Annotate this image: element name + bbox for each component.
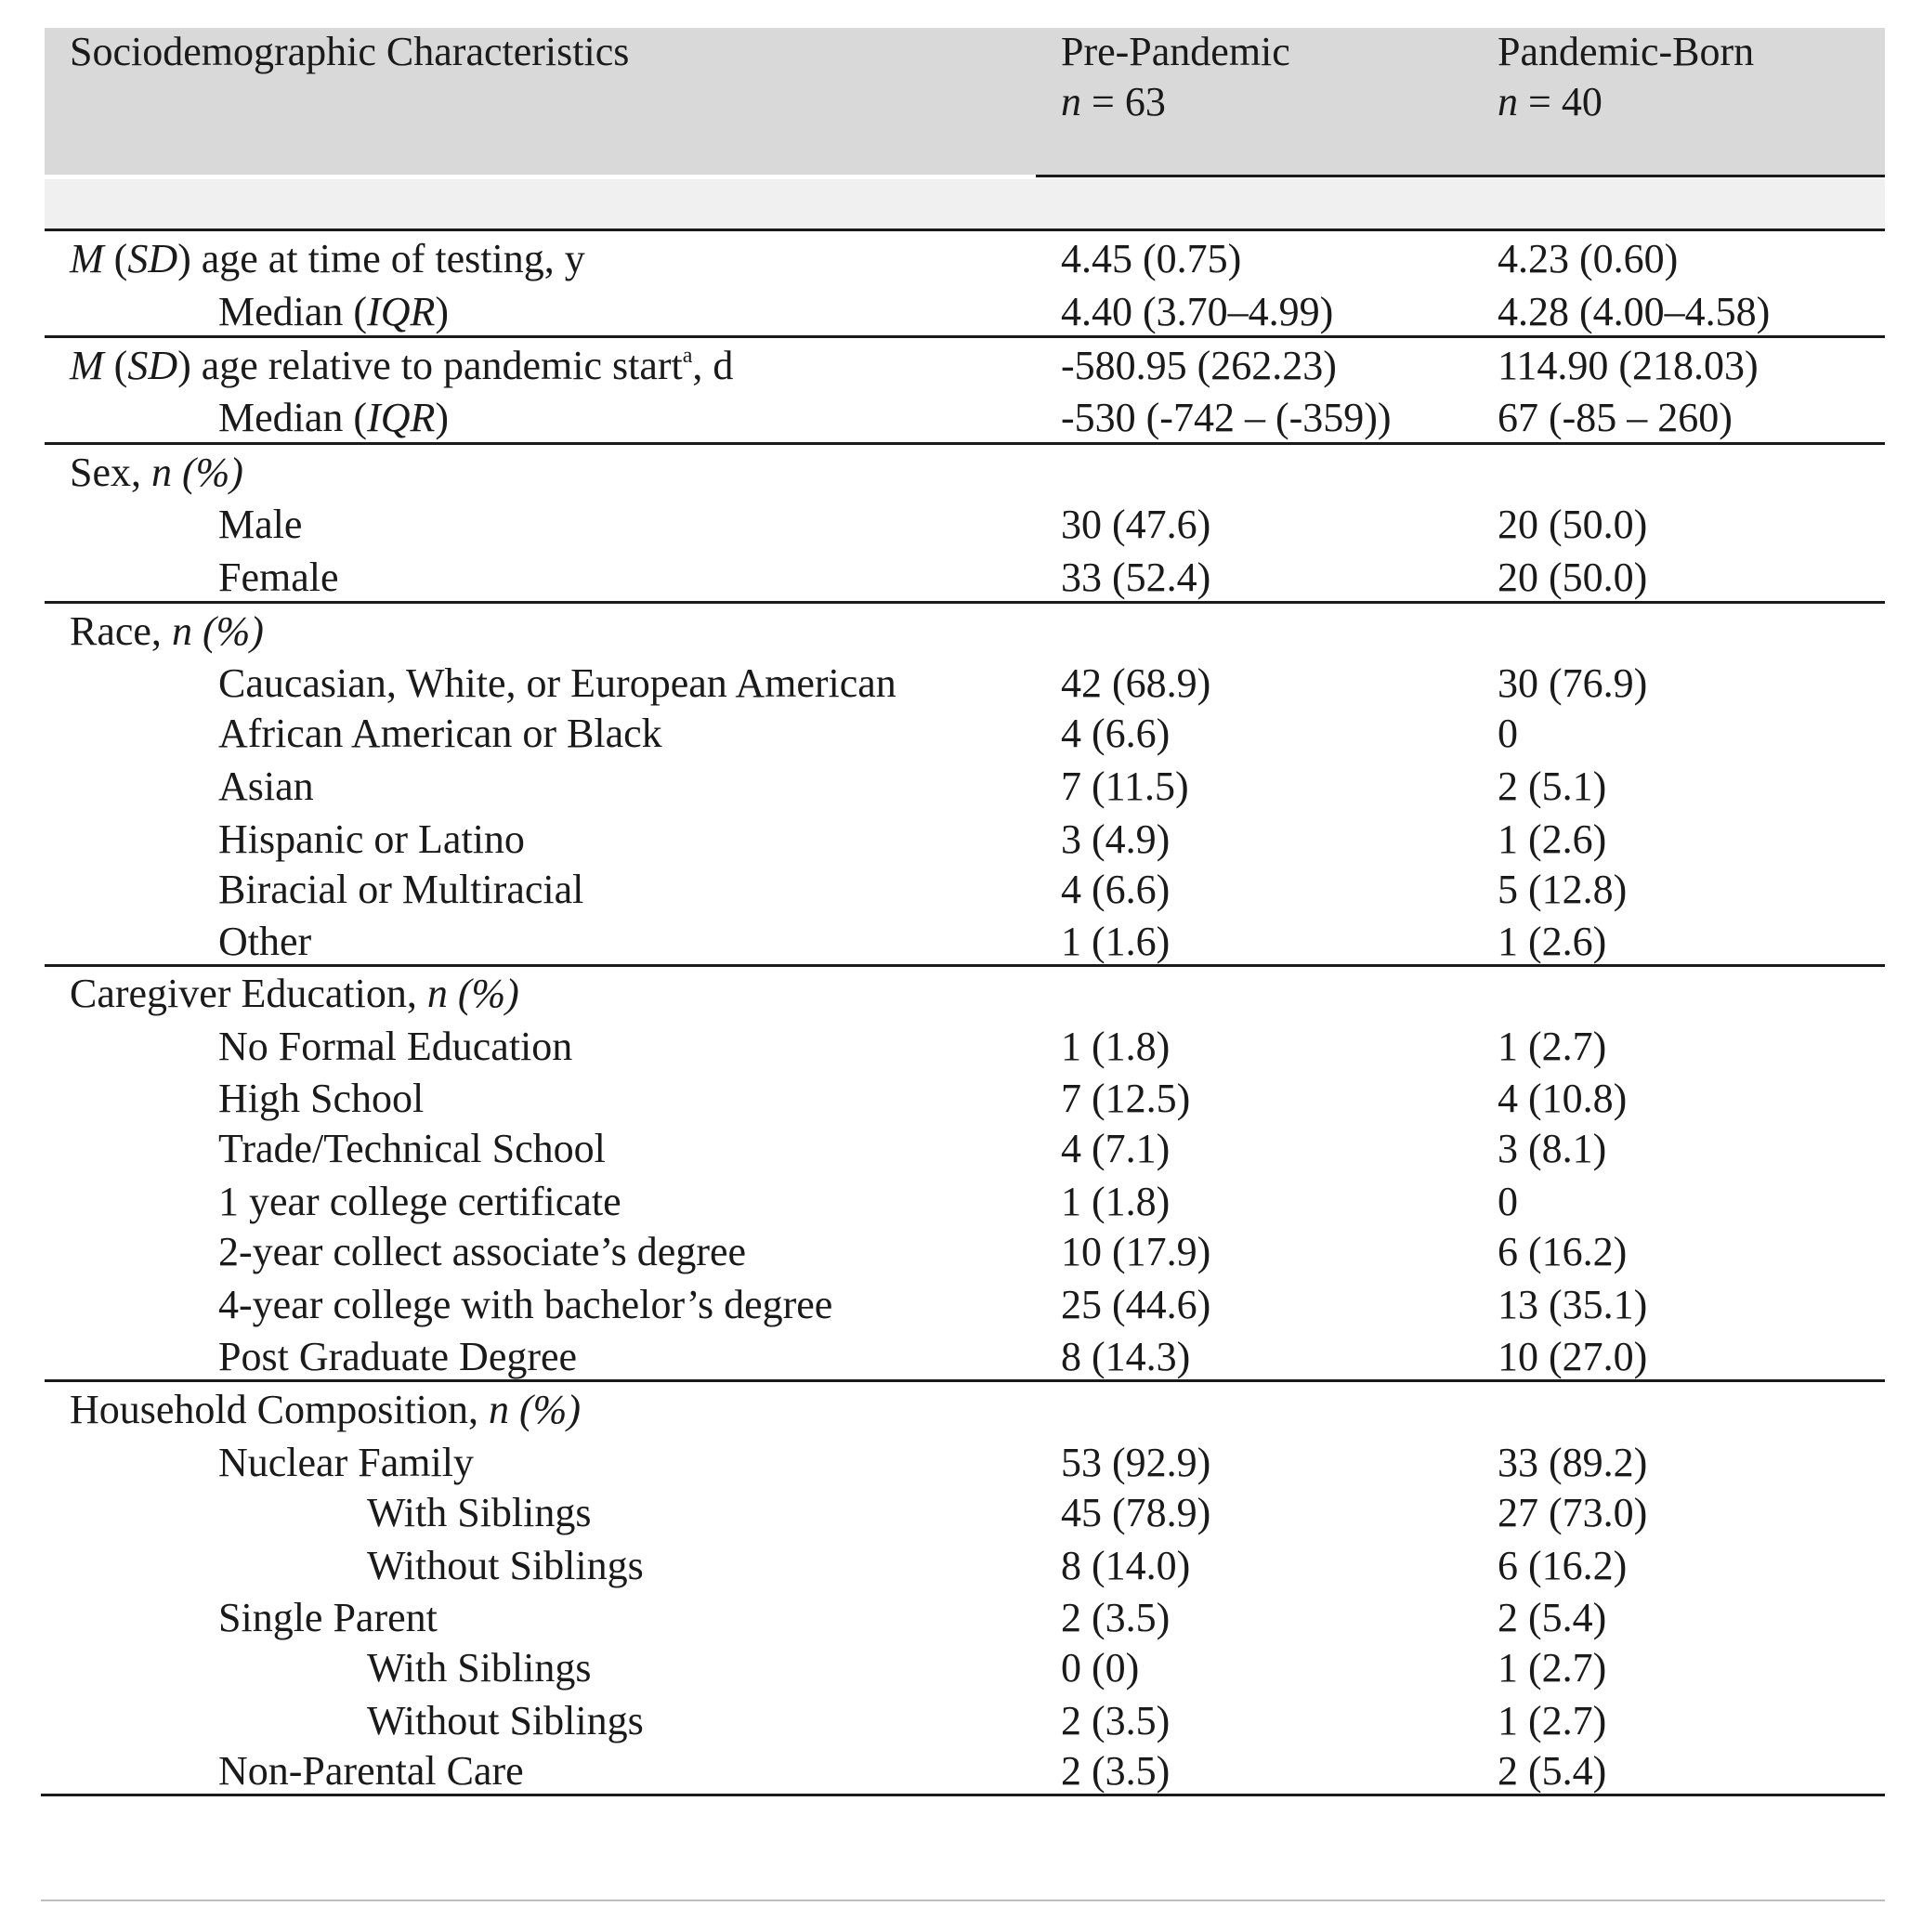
age-testing-pre-median: 4.40 (3.70–4.99) [1061,289,1334,334]
row-pre-value: 4 (6.6) [1061,867,1171,912]
n-symbol: n [171,608,192,654]
age-testing-text: age at time of testing, y [201,236,585,281]
row-pan-value: 0 [1498,1179,1518,1224]
row-pre-value: 8 (14.0) [1061,1543,1191,1588]
row-pre-value: 1 (1.8) [1061,1179,1171,1224]
row-label: Trade/Technical School [218,1126,606,1171]
row-pan-value: 30 (76.9) [1498,660,1648,706]
header-pre-pandemic-n [1061,78,1166,126]
n-symbol: n [489,1387,510,1432]
row-label: Post Graduate Degree [218,1334,578,1379]
row-pan-value: 1 (2.7) [1498,1024,1607,1069]
row-pan-value: 20 (50.0) [1498,555,1648,600]
row-label: Caucasian, White, or European American [218,660,896,706]
header-band [45,179,1885,229]
median-text: Median [218,289,344,334]
row-label: 4-year college with bachelor’s degree [218,1282,833,1327]
row-pan-value: 1 (2.7) [1498,1645,1607,1690]
section-label: Sex, [70,450,151,495]
row-pan-value: 13 (35.1) [1498,1282,1648,1327]
pct-symbol: (%) [447,971,519,1016]
row-pre-value: 33 (52.4) [1061,555,1211,600]
n-value: = 63 [1092,79,1166,124]
section-rule [45,335,1885,338]
row-pan-value: 27 (73.0) [1498,1490,1648,1535]
row-label: Female [218,555,339,600]
pct-symbol: (%) [191,608,264,654]
header-pre-pandemic: Pre-Pandemic [1061,29,1290,74]
row-pan-value: 6 (16.2) [1498,1229,1628,1274]
row-pre-value: 30 (47.6) [1061,502,1211,547]
row-label: Nuclear Family [218,1440,474,1485]
header-bottom-rule [45,228,1885,231]
pct-symbol: (%) [172,450,243,495]
row-pan-value: 1 (2.6) [1498,816,1607,862]
page-divider [41,1899,1885,1901]
header-group-rule [1036,175,1885,177]
row-label: Single Parent [218,1595,438,1640]
n-symbol: n [1498,79,1518,124]
row-label: Without Siblings [367,1543,644,1588]
row-pre-value: 1 (1.8) [1061,1024,1171,1069]
row-pre-value: 42 (68.9) [1061,660,1211,706]
row-label: Hispanic or Latino [218,816,525,862]
row-pan-value: 0 [1498,711,1518,756]
row-pan-value: 1 (2.6) [1498,919,1607,964]
mean-symbol: M [70,236,104,281]
row-pre-value: 25 (44.6) [1061,1282,1211,1327]
age-pandemic-label: M (SD) age relative to pandemic start$^a$, d [70,343,734,388]
race-heading [70,607,264,656]
row-pan-value: 2 (5.1) [1498,764,1607,809]
row-pre-value: 4 (7.1) [1061,1126,1171,1171]
section-rule [45,1379,1885,1382]
row-label: Other [218,919,312,964]
row-label: 1 year college certificate [218,1179,621,1224]
row-pre-value: 7 (11.5) [1061,764,1189,809]
n-value: = 40 [1528,79,1602,124]
table-bottom-rule [41,1794,1885,1796]
row-label: Biracial or Multiracial [218,867,584,912]
age-testing-median-label: Median (IQR) [218,289,450,334]
header-pandemic-born-n [1498,78,1602,126]
footnote-marker: a [682,344,693,368]
section-rule [45,601,1885,604]
iqr-symbol: IQR [367,289,436,334]
section-rule [45,964,1885,967]
section-label: Household Composition, [70,1387,490,1432]
row-pre-value: 2 (3.5) [1061,1698,1171,1743]
age-testing-pan-mean: 4.23 (0.60) [1498,236,1679,281]
row-pre-value: 2 (3.5) [1061,1748,1171,1794]
row-pre-value: 0 (0) [1061,1645,1140,1690]
median-text: Median [218,395,344,440]
row-pan-value: 10 (27.0) [1498,1334,1648,1379]
row-pre-value: 7 (12.5) [1061,1076,1191,1121]
row-pan-value: 3 (8.1) [1498,1126,1607,1171]
row-pan-value: 2 (5.4) [1498,1748,1607,1794]
sex-heading [70,449,243,497]
age-pandemic-pan-mean: 114.90 (218.03) [1498,343,1759,388]
sd-symbol: SD [127,343,178,388]
row-label: 2-year collect associate’s degree [218,1229,747,1274]
row-label: Male [218,502,303,547]
header-characteristics: Sociodemographic Characteristics [70,29,630,74]
row-label: No Formal Education [218,1024,573,1069]
n-symbol: n [1061,79,1081,124]
age-testing-label: M (SD) age at time of testing, y [70,236,585,281]
header-pandemic-born: Pandemic-Born [1498,29,1755,74]
mean-symbol: M [70,343,104,388]
row-pan-value: 20 (50.0) [1498,502,1648,547]
row-label: High School [218,1076,425,1121]
row-label: Without Siblings [367,1698,644,1743]
age-pandemic-median-label: Median (IQR) [218,395,450,440]
age-testing-pre-mean: 4.45 (0.75) [1061,236,1242,281]
row-pre-value: 45 (78.9) [1061,1490,1211,1535]
n-symbol: n [151,450,172,495]
age-pandemic-pre-median: -530 (-742 – (-359)) [1061,395,1392,440]
row-label: Non-Parental Care [218,1748,524,1794]
row-pan-value: 33 (89.2) [1498,1440,1648,1485]
education-heading [70,970,519,1018]
row-pan-value: 1 (2.7) [1498,1698,1607,1743]
household-heading [70,1386,581,1434]
age-pandemic-pan-median: 67 (-85 – 260) [1498,395,1733,440]
age-testing-pan-median: 4.28 (4.00–4.58) [1498,289,1771,334]
row-pre-value: 10 (17.9) [1061,1229,1211,1274]
row-label: With Siblings [367,1490,592,1535]
row-label: Asian [218,764,314,809]
row-pre-value: 8 (14.3) [1061,1334,1191,1379]
pct-symbol: (%) [509,1387,581,1432]
section-rule [45,442,1885,445]
row-pan-value: 6 (16.2) [1498,1543,1628,1588]
row-pan-value: 2 (5.4) [1498,1595,1607,1640]
row-pre-value: 3 (4.9) [1061,816,1171,862]
age-pandemic-text: age relative to pandemic start [201,343,683,388]
sd-symbol: SD [127,236,178,281]
section-label: Race, [70,608,172,654]
n-symbol: n [426,971,448,1016]
row-label: African American or Black [218,711,662,756]
row-pre-value: 53 (92.9) [1061,1440,1211,1485]
row-pre-value: 4 (6.6) [1061,711,1171,756]
row-pre-value: 2 (3.5) [1061,1595,1171,1640]
age-pandemic-unit: , d [692,343,734,388]
row-pan-value: 5 (12.8) [1498,867,1628,912]
age-pandemic-pre-mean: -580.95 (262.23) [1061,343,1337,388]
iqr-symbol: IQR [367,395,436,440]
section-label: Caregiver Education, [70,971,427,1016]
row-pan-value: 4 (10.8) [1498,1076,1628,1121]
row-label: With Siblings [367,1645,592,1690]
row-pre-value: 1 (1.6) [1061,919,1171,964]
